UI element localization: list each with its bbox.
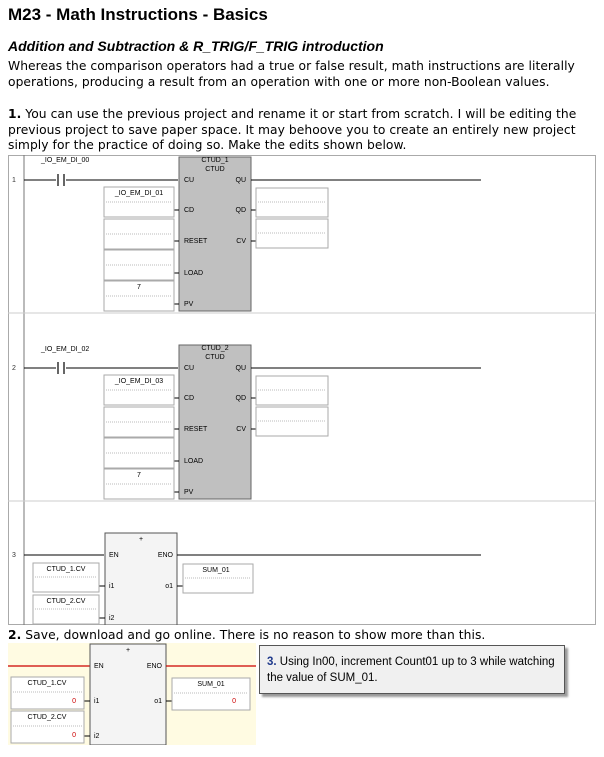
note-text: Using In00, increment Count01 up to 3 while watching the value of SUM_01. xyxy=(267,656,555,684)
input-1-variable: CTUD_1.CV xyxy=(46,566,86,573)
normally-open-contact[interactable] xyxy=(58,362,64,374)
add-symbol: + xyxy=(138,536,144,543)
input-variable-boxes[interactable] xyxy=(104,375,174,499)
pin-en: EN xyxy=(94,663,104,670)
pin-cu: CU xyxy=(184,177,195,184)
pin-qd: QD xyxy=(235,207,246,214)
pin-cv: CV xyxy=(236,238,246,245)
add-input-2-box[interactable] xyxy=(33,595,99,624)
intro-paragraph: Whereas the comparison operators had a true or false result, math instructions are literally operations, producing a result from an operation with one or more non-Boolean values. xyxy=(8,59,575,89)
rung-1[interactable] xyxy=(12,157,481,311)
pin-en: EN xyxy=(109,552,119,559)
rung-number: 2 xyxy=(12,365,16,372)
pin-i2: i2 xyxy=(109,615,115,622)
note-number: 3. xyxy=(267,656,277,668)
rung-3[interactable] xyxy=(12,533,481,625)
add-output-box[interactable] xyxy=(172,678,250,710)
step-3-note xyxy=(259,645,565,694)
block-instance-name: CTUD_2 xyxy=(201,345,229,352)
pv-value: 7 xyxy=(137,472,141,479)
pin-qu: QU xyxy=(235,365,246,372)
online-monitor-diagram xyxy=(8,643,256,745)
ladder-diagram xyxy=(8,155,596,625)
add-input-1-box[interactable] xyxy=(33,563,99,592)
pin-pv: PV xyxy=(184,489,194,496)
pin-eno: ENO xyxy=(146,663,162,670)
pin-i1: i1 xyxy=(109,583,115,590)
contact-label: _IO_EM_DI_02 xyxy=(41,346,90,353)
block-type-name: CTUD xyxy=(205,166,225,173)
add-block[interactable] xyxy=(105,533,177,625)
output-value: 0 xyxy=(232,698,236,705)
add-input-1-box[interactable] xyxy=(11,677,84,709)
pin-load: LOAD xyxy=(184,270,204,277)
pin-i1: i1 xyxy=(94,698,100,705)
pin-qd: QD xyxy=(235,395,246,402)
pin-qu: QU xyxy=(235,177,246,184)
page-title: M23 - Math Instructions - Basics xyxy=(8,5,268,24)
step-2-number: 2. xyxy=(8,628,22,642)
pv-value: 7 xyxy=(137,284,141,291)
add-output-box[interactable] xyxy=(183,564,253,593)
input-2-value: 0 xyxy=(72,732,76,739)
pin-reset: RESET xyxy=(184,238,208,245)
pin-load: LOAD xyxy=(184,458,204,465)
rung-number: 3 xyxy=(12,552,16,559)
pin-reset: RESET xyxy=(184,426,208,433)
step-1-text: You can use the previous project and rename it or start from scratch. I will be editing the previous project to save paper space. It may behoove you to create an entirely new project simply for the practice of doing so. Make the edits shown below. xyxy=(8,107,577,152)
step-2-text: Save, download and go online. There is no reason to show more than this. xyxy=(25,628,486,642)
input-1-variable: CTUD_1.CV xyxy=(27,680,67,687)
output-variable-boxes[interactable] xyxy=(256,188,328,248)
cd-input-variable: _IO_EM_DI_03 xyxy=(114,378,164,385)
pin-o1: o1 xyxy=(165,583,173,590)
normally-open-contact[interactable] xyxy=(58,174,64,186)
pin-pv: PV xyxy=(184,301,194,308)
step-2-paragraph xyxy=(8,628,600,644)
pin-eno: ENO xyxy=(157,552,173,559)
output-variable: SUM_01 xyxy=(202,567,230,574)
pin-cd: CD xyxy=(184,207,195,214)
step-1-paragraph xyxy=(8,107,600,154)
step-1-number: 1. xyxy=(8,107,22,121)
contact-label: _IO_EM_DI_00 xyxy=(41,157,90,164)
pin-o1: o1 xyxy=(154,698,162,705)
input-1-value: 0 xyxy=(72,698,76,705)
input-2-variable: CTUD_2.CV xyxy=(46,598,86,605)
cd-input-variable: _IO_EM_DI_01 xyxy=(114,190,164,197)
pin-i2: i2 xyxy=(94,733,100,740)
block-instance-name: CTUD_1 xyxy=(201,157,229,164)
add-input-2-box[interactable] xyxy=(11,711,84,743)
pin-cu: CU xyxy=(184,365,195,372)
pin-cd: CD xyxy=(184,395,195,402)
add-block[interactable] xyxy=(90,644,166,745)
input-2-variable: CTUD_2.CV xyxy=(27,714,67,721)
output-variable-boxes[interactable] xyxy=(256,376,328,436)
section-subtitle: Addition and Subtraction & R_TRIG/F_TRIG introduction xyxy=(8,38,384,54)
add-symbol: + xyxy=(125,647,131,654)
pin-cv: CV xyxy=(236,426,246,433)
rung-number: 1 xyxy=(12,177,16,184)
block-type-name: CTUD xyxy=(205,354,225,361)
output-variable: SUM_01 xyxy=(197,681,225,688)
input-variable-boxes[interactable] xyxy=(104,187,174,311)
rung-2[interactable] xyxy=(12,345,481,499)
